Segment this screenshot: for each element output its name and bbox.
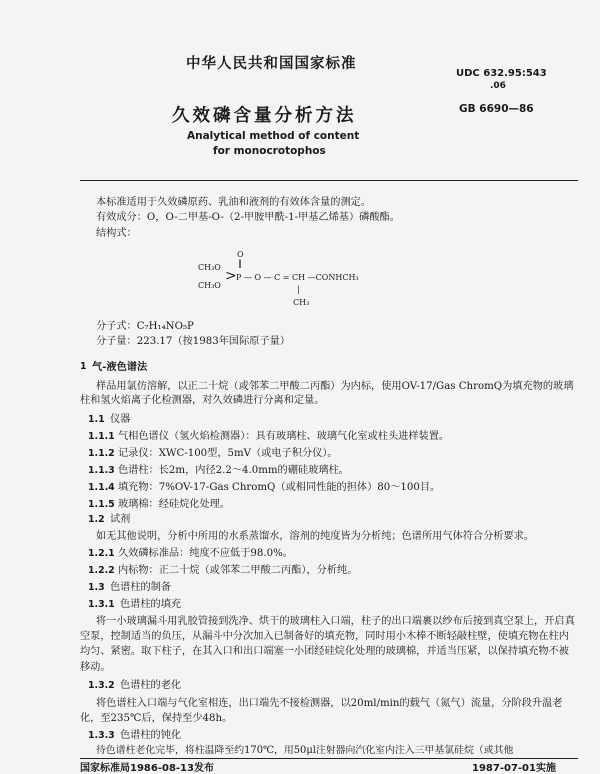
item-1-1-3-number: 1.1.3 <box>88 465 115 476</box>
effective-date: 1987-07-01实施 <box>472 763 556 774</box>
formula-methoxy-2: CH₃O <box>198 281 221 290</box>
udc-code: UDC 632.95:543 <box>456 68 547 79</box>
section-1-3-number: 1.3 <box>88 582 105 593</box>
udc-sub-code: .06 <box>490 81 506 91</box>
section-1-1-title: 仪器 <box>110 414 131 425</box>
item-1-2-1-number: 1.2.1 <box>88 548 115 559</box>
section-1-3-title: 色谱柱的制备 <box>110 582 172 593</box>
section-1-3-3-paragraph: 待色谱柱老化完毕，将柱温降至约170℃，用50μl注射器向汽化室内注入三甲基氯硅烷（或其他 <box>96 745 514 756</box>
formula-double-bond: ‖ <box>238 259 242 268</box>
molecular-formula: 分子式：C₇H₁₄NO₅P <box>96 321 194 332</box>
title-english-line1: Analytical method of content <box>187 130 360 142</box>
issue-date: 国家标准局1986-08-13发布 <box>80 763 214 774</box>
structural-formula <box>196 248 416 310</box>
item-1-1-2-number: 1.1.2 <box>88 448 115 459</box>
item-1-1-5-text: 玻璃棉：经硅烷化处理。 <box>118 499 231 510</box>
item-1-2-2-text: 内标物：正二十烷（或邻苯二甲酸二丙酯），分析纯。 <box>118 565 358 576</box>
formula-branch-bond: | <box>297 285 300 294</box>
section-1-title: 气-液色谱法 <box>92 361 148 373</box>
section-1-3-2-title: 色谱柱的老化 <box>120 680 182 691</box>
section-1-3-1-paragraph: 将一小玻璃漏斗用乳胶管接到洗净、烘干的玻璃柱入口端，柱子的出口端裹以纱布后接到真空泵上，开启真空泵，控制适当的负压，从漏斗中分次加入已制备好的填充物，同时用小木棒不断轻敲柱壁，使填充物在柱内均匀、紧密。取下柱子，在其入口和出口端塞一小团经硅烷化处理的玻璃棉，并适当压紧，以保持填充物不被移动。 <box>80 616 575 673</box>
item-1-2-1-text: 久效磷标准品：纯度不应低于98.0%。 <box>118 548 293 559</box>
molecular-weight: 分子量：223.17（按1983年国际原子量） <box>96 336 291 347</box>
section-1-1-number: 1.1 <box>88 414 105 425</box>
section-1-3-2-number: 1.3.2 <box>88 680 115 691</box>
formula-bracket: > <box>225 268 237 284</box>
item-1-1-3-text: 色谱柱：长2m，内径2.2～4.0mm的硼硅玻璃柱。 <box>118 465 349 476</box>
section-1-2-paragraph: 如无其他说明，分析中所用的水系蒸馏水，溶剂的纯度皆为分析纯；色谱所用气体符合分析要求。 <box>96 531 535 542</box>
item-1-1-4-number: 1.1.4 <box>88 482 115 493</box>
section-1-2-number: 1.2 <box>88 514 105 525</box>
section-1-3-1-title: 色谱柱的填充 <box>120 599 182 610</box>
title-chinese: 久效磷含量分析方法 <box>172 106 357 126</box>
item-1-1-1-text: 气相色谱仪（氢火焰检测器）：具有玻璃柱、玻璃气化室或柱头进样装置。 <box>118 431 450 442</box>
header-divider <box>80 180 578 181</box>
section-1-3-2-paragraph: 将色谱柱入口端与气化室相连，出口端先不接检测器，以20ml/min的载气（氮气）流量，分阶段升温老化，至235℃后，保持至少48h。 <box>80 698 563 724</box>
structure-label: 结构式： <box>96 228 137 239</box>
formula-oxygen-top: O <box>237 250 244 259</box>
formula-methoxy-1: CH₃O <box>198 263 221 272</box>
scope-text: 本标准适用于久效磷原药、乳油和液剂的有效体含量的测定。 <box>96 197 372 208</box>
section-1-paragraph: 样品用氯仿溶解，以正二十烷（或邻苯二甲酸二丙酯）为内标，使用OV-17/Gas ChromQ为填充物的玻璃柱和氢火焰离子化检测器，对久效磷进行分离和定量。 <box>80 381 574 406</box>
section-1-3-1-number: 1.3.1 <box>88 599 115 610</box>
national-standard-title: 中华人民共和国国家标准 <box>186 56 357 72</box>
item-1-1-2-text: 记录仪：XWC-100型，5mV（或电子积分仪）。 <box>118 448 338 459</box>
item-1-1-1-number: 1.1.1 <box>88 431 115 442</box>
active-ingredient-text: 有效成分：O，O-二甲基-O-（2-甲胺甲酰-1-甲基乙烯基）磷酸酯。 <box>96 212 400 223</box>
item-1-2-2-number: 1.2.2 <box>88 565 115 576</box>
gb-standard-number: GB 6690—86 <box>459 103 534 115</box>
item-1-1-4-text: 填充物：7%OV-17-Gas ChromQ（或相同性能的担体）80～100目。 <box>118 482 441 493</box>
formula-chain: P — O — C = CH —CONHCH₃ <box>236 273 359 282</box>
item-1-1-5-number: 1.1.5 <box>88 499 115 510</box>
section-1-3-3-title: 色谱柱的钝化 <box>120 730 182 741</box>
section-1-3-3-number: 1.3.3 <box>88 730 115 741</box>
formula-methyl: CH₃ <box>293 298 310 307</box>
section-1-2-title: 试剂 <box>110 514 131 525</box>
title-english-line2: for monocrotophos <box>213 145 326 157</box>
section-1-number: 1 <box>80 361 87 372</box>
